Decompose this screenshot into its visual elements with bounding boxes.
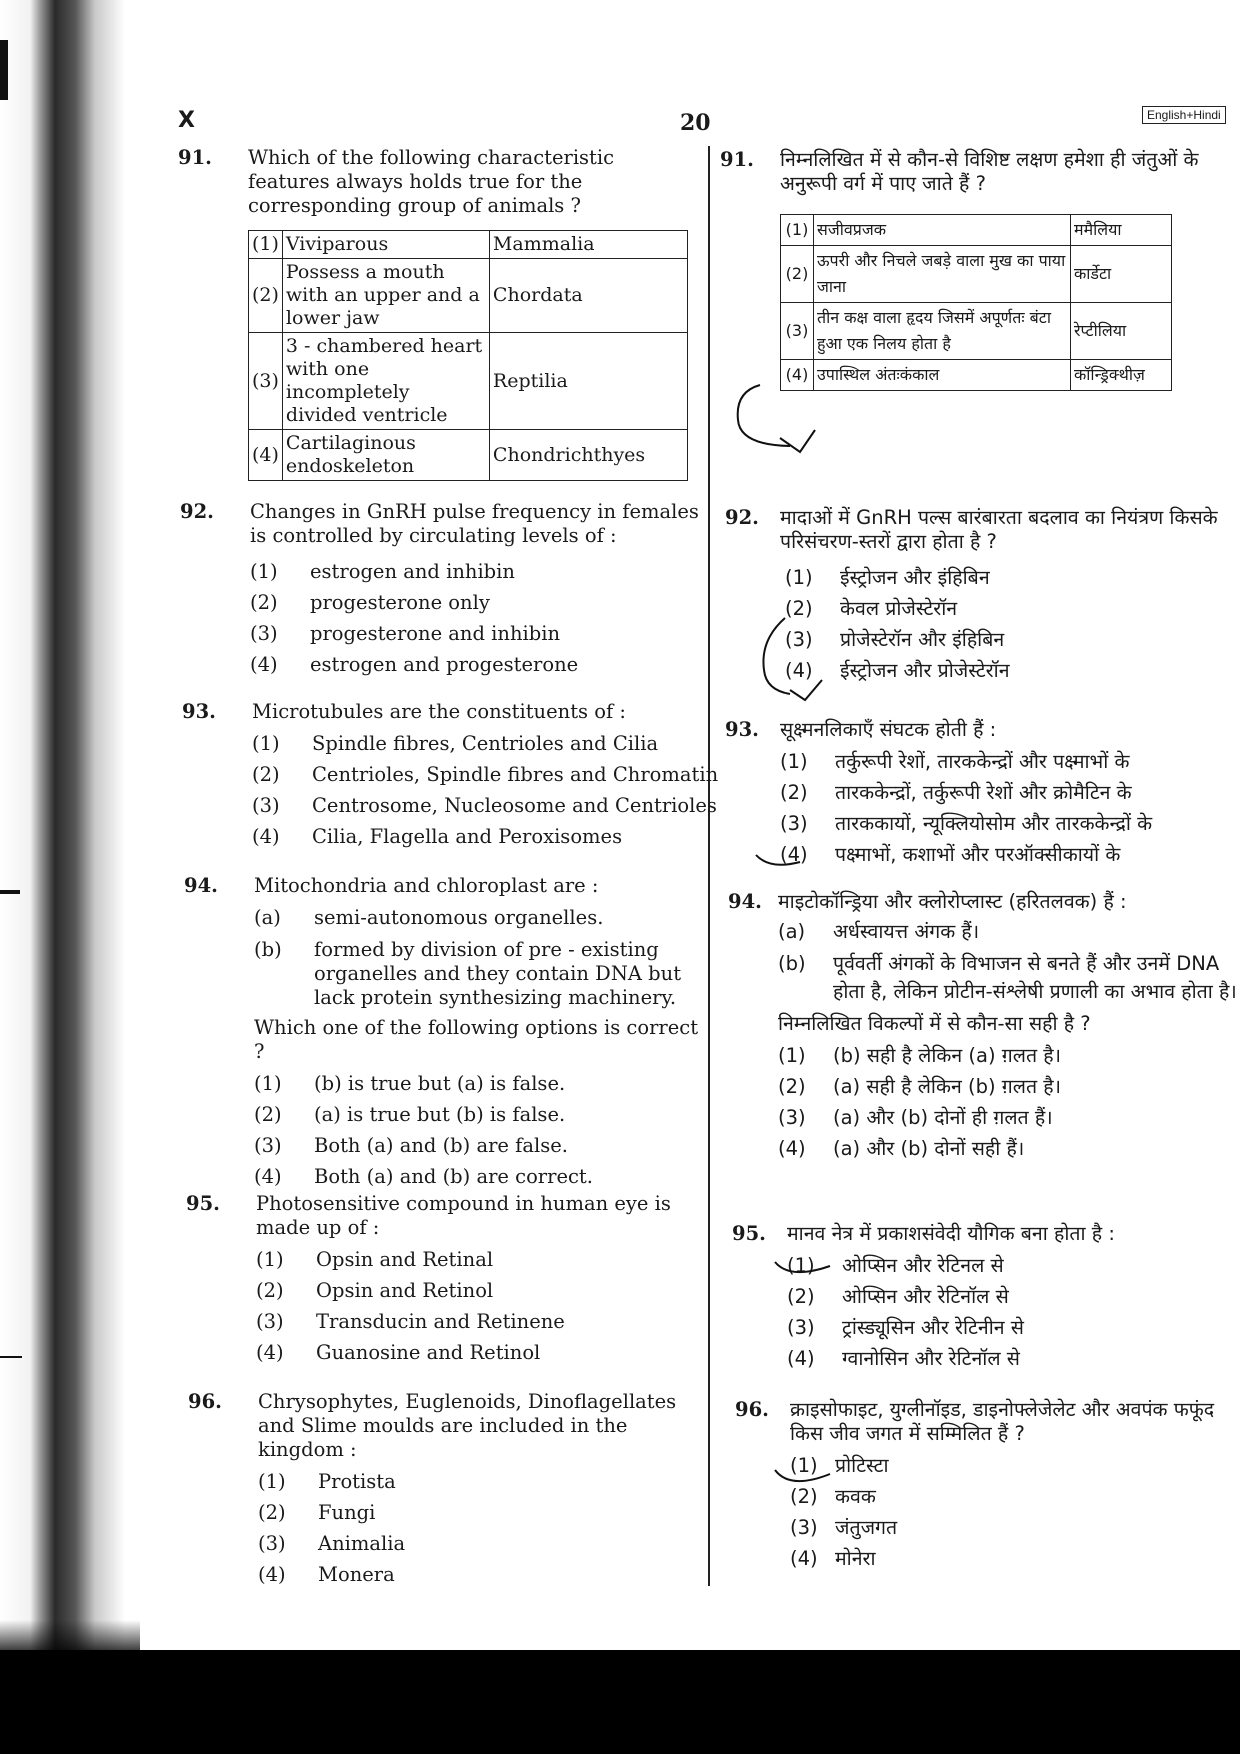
option-number: (3) bbox=[785, 627, 813, 651]
option-2 bbox=[785, 593, 1240, 624]
scan-mark bbox=[0, 1356, 22, 1358]
option-text: Spindle fibres, Centrioles and Cilia bbox=[312, 731, 659, 755]
options-list bbox=[258, 1466, 708, 1590]
statement-b bbox=[778, 950, 1240, 1006]
question-text: मादाओं में GnRH पल्स बारंबारता बदलाव का नियंत्रण किसके परिसंचरण-स्तरों द्वारा होता है ? bbox=[780, 506, 1218, 553]
table-row bbox=[781, 360, 1172, 391]
page-number: 20 bbox=[680, 110, 711, 136]
option-3 bbox=[254, 1130, 704, 1161]
scan-mark bbox=[0, 890, 20, 894]
question-text: माइटोकॉन्ड्रिया और क्लोरोप्लास्ट (हरितलवक) हैं : bbox=[778, 890, 1127, 913]
option-number: (2) bbox=[780, 780, 808, 804]
table-cell: उपास्थिल अंतःकंकाल bbox=[814, 360, 1071, 391]
option-text: तारककायों, न्यूक्लियोसोम और तारककेन्द्रों के bbox=[835, 811, 1153, 835]
option-text: Opsin and Retinol bbox=[316, 1278, 494, 1302]
table-row bbox=[249, 430, 688, 481]
question-number: 96. bbox=[735, 1398, 769, 1421]
question-91 bbox=[178, 146, 698, 481]
option-number: (2) bbox=[790, 1484, 818, 1508]
statement-label: (a) bbox=[254, 906, 281, 929]
option-1 bbox=[256, 1244, 706, 1275]
option-4 bbox=[778, 1133, 1240, 1164]
option-1 bbox=[254, 1068, 704, 1099]
question-94-hi bbox=[728, 890, 1240, 1164]
option-1 bbox=[785, 562, 1240, 593]
table-cell: ममैलिया bbox=[1071, 215, 1172, 246]
table-cell: (3) bbox=[781, 303, 814, 360]
question-text: Photosensitive compound in human eye is made up of : bbox=[256, 1192, 671, 1239]
option-text: estrogen and progesterone bbox=[310, 652, 579, 676]
option-number: (4) bbox=[250, 652, 278, 676]
option-4 bbox=[250, 649, 700, 680]
statement-text: अर्धस्वायत्त अंगक हैं। bbox=[833, 920, 980, 943]
option-text: Both (a) and (b) are correct. bbox=[314, 1164, 593, 1188]
question-text: क्राइसोफाइट, युग्लीनॉइड, डाइनोफ्लेजेलेट और अवपंक फफूंद किस जीव जगत में सम्मिलित हैं ? bbox=[790, 1398, 1215, 1445]
option-number: (3) bbox=[780, 811, 808, 835]
option-number: (4) bbox=[252, 824, 280, 848]
language-badge: English+Hindi bbox=[1142, 106, 1226, 124]
table-row bbox=[249, 333, 688, 430]
option-text: Opsin and Retinal bbox=[316, 1247, 494, 1271]
options-list bbox=[780, 746, 1240, 870]
question-text: Chrysophytes, Euglenoids, Dinoflagellates and Slime moulds are included in the kingdom : bbox=[258, 1390, 677, 1461]
option-2 bbox=[254, 1099, 704, 1130]
option-text: मोनेरा bbox=[835, 1546, 876, 1570]
series-code: X bbox=[178, 108, 195, 133]
options-list bbox=[254, 1068, 704, 1192]
question-95 bbox=[186, 1192, 706, 1368]
option-text: Protista bbox=[318, 1469, 396, 1493]
question-92-hi bbox=[725, 506, 1240, 686]
table-cell: तीन कक्ष वाला हृदय जिसमें अपूर्णतः बंटा हुआ एक निलय होता है bbox=[814, 303, 1071, 360]
question-number: 96. bbox=[188, 1390, 222, 1413]
statement-label: (b) bbox=[254, 938, 282, 961]
option-number: (3) bbox=[250, 621, 278, 645]
option-text: (b) सही है लेकिन (a) ग़लत है। bbox=[833, 1043, 1062, 1067]
option-text: estrogen and inhibin bbox=[310, 559, 515, 583]
table-cell: Chondrichthyes bbox=[489, 430, 687, 481]
statement-label: (a) bbox=[778, 920, 806, 943]
option-text: ओप्सिन और रेटिनल से bbox=[842, 1253, 1004, 1277]
option-text: पक्ष्माभों, कशाभों और परऑक्सीकायों के bbox=[835, 842, 1121, 866]
options-list bbox=[787, 1250, 1240, 1374]
option-text: Transducin and Retinene bbox=[316, 1309, 565, 1333]
option-number: (4) bbox=[790, 1546, 818, 1570]
option-number: (2) bbox=[785, 596, 813, 620]
table-cell: Mammalia bbox=[489, 231, 687, 259]
option-number: (1) bbox=[254, 1071, 282, 1095]
option-2 bbox=[256, 1275, 706, 1306]
option-text: (a) is true but (b) is false. bbox=[314, 1102, 566, 1126]
option-text: ईस्ट्रोजन और इंहिबिन bbox=[840, 565, 990, 589]
option-text: ग्वानोसिन और रेटिनॉल से bbox=[842, 1346, 1020, 1370]
option-text: प्रोजेस्टेरॉन और इंहिबिन bbox=[840, 627, 1005, 651]
option-text: progesterone and inhibin bbox=[310, 621, 561, 645]
question-prompt: Which one of the following options is correct ? bbox=[254, 1016, 699, 1063]
option-number: (1) bbox=[252, 731, 280, 755]
question-94 bbox=[184, 874, 704, 1192]
option-text: तारककेन्द्रों, तर्कुरूपी रेशों और क्रोमैटिन के bbox=[835, 780, 1132, 804]
option-number: (4) bbox=[258, 1562, 286, 1586]
option-text: Monera bbox=[318, 1562, 395, 1586]
question-text: Microtubules are the constituents of : bbox=[252, 700, 626, 723]
statement-text: formed by division of pre - existing organelles and they contain DNA but lack protein synthesizing machinery. bbox=[314, 938, 682, 1009]
tick-mark bbox=[780, 430, 815, 452]
question-number: 94. bbox=[728, 890, 762, 913]
table-row bbox=[249, 231, 688, 259]
option-1 bbox=[787, 1250, 1240, 1281]
statement-b bbox=[254, 938, 704, 1010]
table-cell: (3) bbox=[249, 333, 283, 430]
option-number: (3) bbox=[252, 793, 280, 817]
option-number: (4) bbox=[785, 658, 813, 682]
option-text: (b) is true but (a) is false. bbox=[314, 1071, 566, 1095]
option-text: प्रोटिस्टा bbox=[835, 1453, 889, 1477]
option-number: (1) bbox=[780, 749, 808, 773]
column-divider bbox=[708, 146, 710, 1586]
table-cell: Chordata bbox=[489, 259, 687, 333]
table-cell: Viviparous bbox=[282, 231, 489, 259]
question-text: मानव नेत्र में प्रकाशसंवेदी यौगिक बना होता है : bbox=[787, 1222, 1115, 1245]
option-1 bbox=[780, 746, 1240, 777]
scan-edge-left bbox=[0, 0, 125, 1754]
table-cell: 3 - chambered heart with one incompletely divided ventricle bbox=[282, 333, 489, 430]
question-number: 95. bbox=[186, 1192, 220, 1215]
options-list bbox=[790, 1450, 1240, 1574]
option-2 bbox=[250, 587, 700, 618]
option-text: progesterone only bbox=[310, 590, 490, 614]
option-2 bbox=[778, 1071, 1240, 1102]
table-cell: (1) bbox=[249, 231, 283, 259]
option-number: (1) bbox=[778, 1043, 806, 1067]
option-4 bbox=[258, 1559, 708, 1590]
option-text: (a) और (b) दोनों सही हैं। bbox=[833, 1136, 1025, 1160]
option-3 bbox=[250, 618, 700, 649]
option-text: Cilia, Flagella and Peroxisomes bbox=[312, 824, 623, 848]
question-number: 93. bbox=[182, 700, 216, 723]
option-number: (4) bbox=[787, 1346, 815, 1370]
option-text: Centrosome, Nucleosome and Centrioles bbox=[312, 793, 717, 817]
options-list bbox=[778, 1040, 1240, 1164]
table-cell: रेप्टीलिया bbox=[1071, 303, 1172, 360]
option-text: तर्कुरूपी रेशों, तारककेन्द्रों और पक्ष्माभों के bbox=[835, 749, 1130, 773]
statements-list bbox=[254, 906, 704, 1010]
question-table bbox=[780, 214, 1172, 391]
statements-list bbox=[778, 920, 1240, 1006]
option-4 bbox=[787, 1343, 1240, 1374]
option-3 bbox=[258, 1528, 708, 1559]
option-3 bbox=[787, 1312, 1240, 1343]
option-3 bbox=[778, 1102, 1240, 1133]
question-92 bbox=[180, 500, 700, 680]
option-1 bbox=[252, 728, 702, 759]
table-cell: (4) bbox=[249, 430, 283, 481]
question-text: Mitochondria and chloroplast are : bbox=[254, 874, 599, 897]
question-table bbox=[248, 230, 688, 481]
option-text: Animalia bbox=[318, 1531, 406, 1555]
question-text: Changes in GnRH pulse frequency in females is controlled by circulating levels of : bbox=[250, 500, 699, 547]
option-number: (2) bbox=[256, 1278, 284, 1302]
option-text: Both (a) and (b) are false. bbox=[314, 1133, 568, 1157]
option-3 bbox=[785, 624, 1240, 655]
table-cell: सजीवप्रजक bbox=[814, 215, 1071, 246]
option-3 bbox=[256, 1306, 706, 1337]
question-96-hi bbox=[735, 1398, 1240, 1574]
table-cell: ऊपरी और निचले जबड़े वाला मुख का पाया जाना bbox=[814, 246, 1071, 303]
option-number: (1) bbox=[787, 1253, 815, 1277]
option-3 bbox=[252, 790, 717, 821]
option-number: (3) bbox=[778, 1105, 806, 1129]
option-number: (3) bbox=[787, 1315, 815, 1339]
option-number: (4) bbox=[256, 1340, 284, 1364]
option-number: (2) bbox=[252, 762, 280, 786]
question-text: Which of the following characteristic features always holds true for the corresponding group of animals ? bbox=[248, 146, 615, 217]
option-text: Fungi bbox=[318, 1500, 376, 1524]
option-4 bbox=[252, 821, 702, 852]
option-text: कवक bbox=[835, 1484, 876, 1508]
option-4 bbox=[256, 1337, 706, 1368]
option-number: (3) bbox=[258, 1531, 286, 1555]
option-number: (1) bbox=[258, 1469, 286, 1493]
option-1 bbox=[790, 1450, 1240, 1481]
option-number: (2) bbox=[254, 1102, 282, 1126]
option-4 bbox=[780, 839, 1240, 870]
table-cell: कार्डेटा bbox=[1071, 246, 1172, 303]
option-text: ओप्सिन और रेटिनॉल से bbox=[842, 1284, 1009, 1308]
option-number: (4) bbox=[254, 1164, 282, 1188]
scan-edge-bottom bbox=[0, 1650, 1240, 1754]
option-2 bbox=[790, 1481, 1240, 1512]
option-1 bbox=[258, 1466, 708, 1497]
question-prompt: निम्नलिखित विकल्पों में से कौन-सा सही है ? bbox=[778, 1012, 1091, 1035]
option-number: (1) bbox=[785, 565, 813, 589]
table-cell: कॉन्ड्रिक्थीज़ bbox=[1071, 360, 1172, 391]
statement-a bbox=[778, 920, 1240, 944]
question-number: 92. bbox=[180, 500, 214, 523]
question-96 bbox=[188, 1390, 708, 1590]
table-row bbox=[781, 246, 1172, 303]
table-row bbox=[249, 259, 688, 333]
option-1 bbox=[250, 556, 700, 587]
statement-a bbox=[254, 906, 704, 930]
option-number: (3) bbox=[256, 1309, 284, 1333]
option-3 bbox=[780, 808, 1240, 839]
question-95-hi bbox=[732, 1222, 1240, 1374]
option-2 bbox=[258, 1497, 708, 1528]
table-row bbox=[781, 303, 1172, 360]
table-row bbox=[781, 215, 1172, 246]
question-number: 91. bbox=[720, 148, 754, 171]
option-text: केवल प्रोजेस्टेरॉन bbox=[840, 596, 958, 620]
question-number: 91. bbox=[178, 146, 212, 169]
option-text: Centrioles, Spindle fibres and Chromatin bbox=[312, 762, 719, 786]
option-number: (4) bbox=[778, 1136, 806, 1160]
question-number: 95. bbox=[732, 1222, 766, 1245]
question-91-hi bbox=[720, 148, 1240, 391]
table-cell: Reptilia bbox=[489, 333, 687, 430]
table-cell: (2) bbox=[781, 246, 814, 303]
option-number: (2) bbox=[787, 1284, 815, 1308]
option-text: जंतुजगत bbox=[835, 1515, 898, 1539]
option-number: (1) bbox=[256, 1247, 284, 1271]
bracket-mark bbox=[738, 385, 790, 446]
statement-label: (b) bbox=[778, 952, 806, 975]
option-4 bbox=[254, 1161, 704, 1192]
table-cell: (2) bbox=[249, 259, 283, 333]
option-text: Guanosine and Retinol bbox=[316, 1340, 541, 1364]
option-number: (3) bbox=[254, 1133, 282, 1157]
option-1 bbox=[778, 1040, 1240, 1071]
option-2 bbox=[252, 759, 719, 790]
scan-mark bbox=[0, 40, 8, 100]
statement-text: पूर्ववर्ती अंगकों के विभाजन से बनते हैं और उनमें DNA होता है, लेकिन प्रोटीन-संश्लेषी प्रणाली का अभाव होता है। bbox=[833, 952, 1237, 1003]
table-cell: Possess a mouth with an upper and a lower jaw bbox=[282, 259, 489, 333]
option-number: (2) bbox=[258, 1500, 286, 1524]
table-cell: Cartilaginous endoskeleton bbox=[282, 430, 489, 481]
table-cell: (4) bbox=[781, 360, 814, 391]
option-3 bbox=[790, 1512, 1240, 1543]
option-number: (2) bbox=[778, 1074, 806, 1098]
option-2 bbox=[787, 1281, 1240, 1312]
question-number: 94. bbox=[184, 874, 218, 897]
options-list bbox=[250, 556, 700, 680]
option-number: (3) bbox=[790, 1515, 818, 1539]
question-93 bbox=[182, 700, 719, 852]
option-text: (a) सही है लेकिन (b) ग़लत है। bbox=[833, 1074, 1062, 1098]
option-number: (1) bbox=[790, 1453, 818, 1477]
options-list bbox=[785, 562, 1240, 686]
options-list bbox=[256, 1244, 706, 1368]
option-2 bbox=[780, 777, 1240, 808]
statement-text: semi-autonomous organelles. bbox=[314, 906, 604, 929]
option-number: (1) bbox=[250, 559, 278, 583]
question-text: सूक्ष्मनलिकाएँ संघटक होती हैं : bbox=[780, 718, 997, 741]
option-text: ट्रांस्ड्यूसिन और रेटिनीन से bbox=[842, 1315, 1024, 1339]
question-number: 92. bbox=[725, 506, 759, 529]
question-93-hi bbox=[725, 718, 1240, 870]
option-text: ईस्ट्रोजन और प्रोजेस्टेरॉन bbox=[840, 658, 1010, 682]
table-cell: (1) bbox=[781, 215, 814, 246]
option-4 bbox=[785, 655, 1240, 686]
option-4 bbox=[790, 1543, 1240, 1574]
question-number: 93. bbox=[725, 718, 759, 741]
option-number: (4) bbox=[780, 842, 808, 866]
options-list bbox=[252, 728, 719, 852]
option-text: (a) और (b) दोनों ही ग़लत हैं। bbox=[833, 1105, 1053, 1129]
option-number: (2) bbox=[250, 590, 278, 614]
question-text: निम्नलिखित में से कौन-से विशिष्ट लक्षण हमेशा ही जंतुओं के अनुरूपी वर्ग में पाए जाते हैं ? bbox=[780, 148, 1199, 195]
